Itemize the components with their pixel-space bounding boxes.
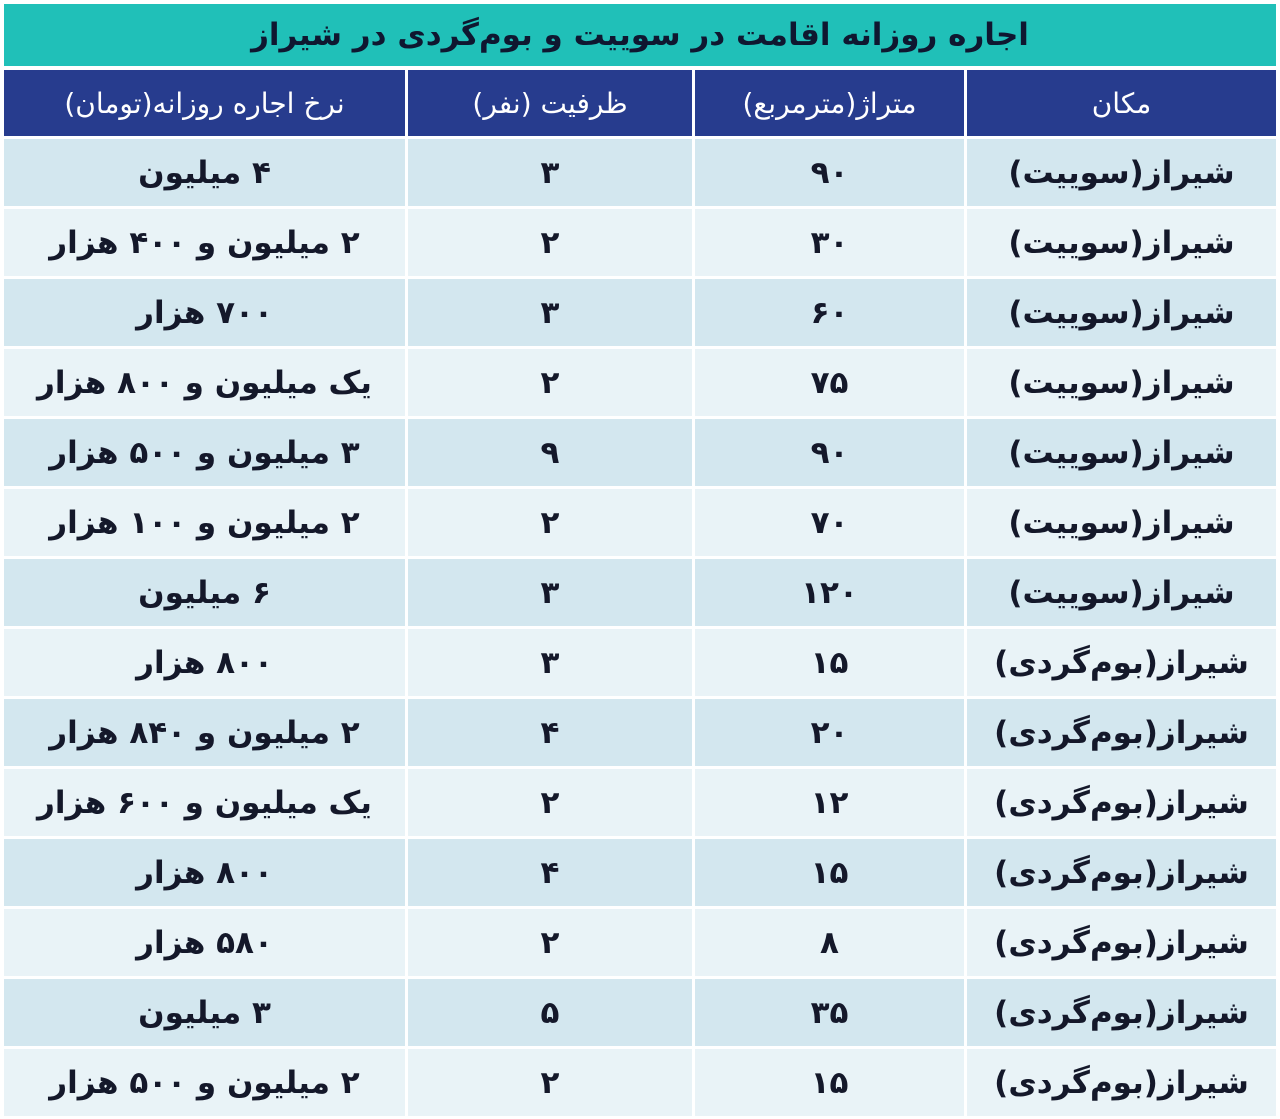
cell-price: ۸۰۰ هزار: [4, 839, 405, 909]
cell-capacity: ۲: [405, 209, 692, 279]
table-row: [4, 489, 1276, 559]
table-row: [4, 979, 1276, 1049]
cell-location: شیراز(سوییت): [964, 559, 1276, 629]
cell-area: ۸: [692, 909, 964, 979]
cell-location: شیراز(بوم‌گردی): [964, 909, 1276, 979]
cell-location: شیراز(سوییت): [964, 419, 1276, 489]
cell-area: ۲۰: [692, 699, 964, 769]
cell-capacity: ۲: [405, 349, 692, 419]
cell-capacity: ۳: [405, 279, 692, 349]
cell-area: ۷۰: [692, 489, 964, 559]
cell-location: شیراز(بوم‌گردی): [964, 699, 1276, 769]
table-row: [4, 139, 1276, 209]
cell-capacity: ۴: [405, 699, 692, 769]
cell-location: شیراز(سوییت): [964, 139, 1276, 209]
cell-area: ۱۲۰: [692, 559, 964, 629]
cell-price: ۸۰۰ هزار: [4, 629, 405, 699]
table-row: [4, 699, 1276, 769]
table-row: [4, 629, 1276, 699]
cell-capacity: ۹: [405, 419, 692, 489]
table-title: اجاره روزانه اقامت در سوییت و بوم‌گردی در شیراز: [251, 17, 1029, 53]
cell-area: ۳۰: [692, 209, 964, 279]
table-row: [4, 839, 1276, 909]
cell-capacity: ۲: [405, 769, 692, 839]
cell-price: ۲ میلیون و ۵۰۰ هزار: [4, 1049, 405, 1119]
table-row: [4, 909, 1276, 979]
cell-location: شیراز(سوییت): [964, 279, 1276, 349]
table-title-bar: [4, 4, 1276, 66]
cell-capacity: ۴: [405, 839, 692, 909]
table-row: [4, 559, 1276, 629]
header-area: متراژ(مترمربع): [692, 70, 964, 139]
cell-location: شیراز(سوییت): [964, 489, 1276, 559]
header-capacity: ظرفیت (نفر): [405, 70, 692, 139]
cell-price: ۲ میلیون و ۱۰۰ هزار: [4, 489, 405, 559]
header-price: نرخ اجاره روزانه(تومان): [4, 70, 405, 139]
table-row: [4, 349, 1276, 419]
table-row: [4, 209, 1276, 279]
cell-area: ۷۵: [692, 349, 964, 419]
cell-location: شیراز(بوم‌گردی): [964, 629, 1276, 699]
cell-location: شیراز(بوم‌گردی): [964, 979, 1276, 1049]
table-row: [4, 419, 1276, 489]
table-row: [4, 1049, 1276, 1119]
cell-location: شیراز(بوم‌گردی): [964, 1049, 1276, 1119]
table-row: [4, 279, 1276, 349]
cell-area: ۱۲: [692, 769, 964, 839]
table-row: [4, 769, 1276, 839]
cell-area: ۹۰: [692, 419, 964, 489]
cell-location: شیراز(بوم‌گردی): [964, 769, 1276, 839]
cell-capacity: ۳: [405, 139, 692, 209]
table-body: [4, 139, 1276, 1119]
cell-area: ۹۰: [692, 139, 964, 209]
cell-area: ۱۵: [692, 1049, 964, 1119]
cell-location: شیراز(سوییت): [964, 209, 1276, 279]
header-location: مکان: [964, 70, 1276, 139]
cell-capacity: ۲: [405, 909, 692, 979]
cell-price: ۲ میلیون و ۴۰۰ هزار: [4, 209, 405, 279]
cell-location: شیراز(بوم‌گردی): [964, 839, 1276, 909]
cell-price: ۵۸۰ هزار: [4, 909, 405, 979]
cell-price: یک میلیون و ۶۰۰ هزار: [4, 769, 405, 839]
cell-area: ۳۵: [692, 979, 964, 1049]
cell-area: ۱۵: [692, 629, 964, 699]
cell-price: یک میلیون و ۸۰۰ هزار: [4, 349, 405, 419]
rental-price-table: [4, 70, 1276, 1119]
cell-area: ۱۵: [692, 839, 964, 909]
cell-capacity: ۲: [405, 489, 692, 559]
cell-capacity: ۲: [405, 1049, 692, 1119]
cell-price: ۳ میلیون و ۵۰۰ هزار: [4, 419, 405, 489]
cell-price: ۲ میلیون و ۸۴۰ هزار: [4, 699, 405, 769]
cell-price: ۶ میلیون: [4, 559, 405, 629]
cell-capacity: ۵: [405, 979, 692, 1049]
cell-capacity: ۳: [405, 559, 692, 629]
cell-area: ۶۰: [692, 279, 964, 349]
table-header-row: [4, 70, 1276, 139]
cell-price: ۳ میلیون: [4, 979, 405, 1049]
cell-price: ۷۰۰ هزار: [4, 279, 405, 349]
cell-capacity: ۳: [405, 629, 692, 699]
cell-price: ۴ میلیون: [4, 139, 405, 209]
cell-location: شیراز(سوییت): [964, 349, 1276, 419]
